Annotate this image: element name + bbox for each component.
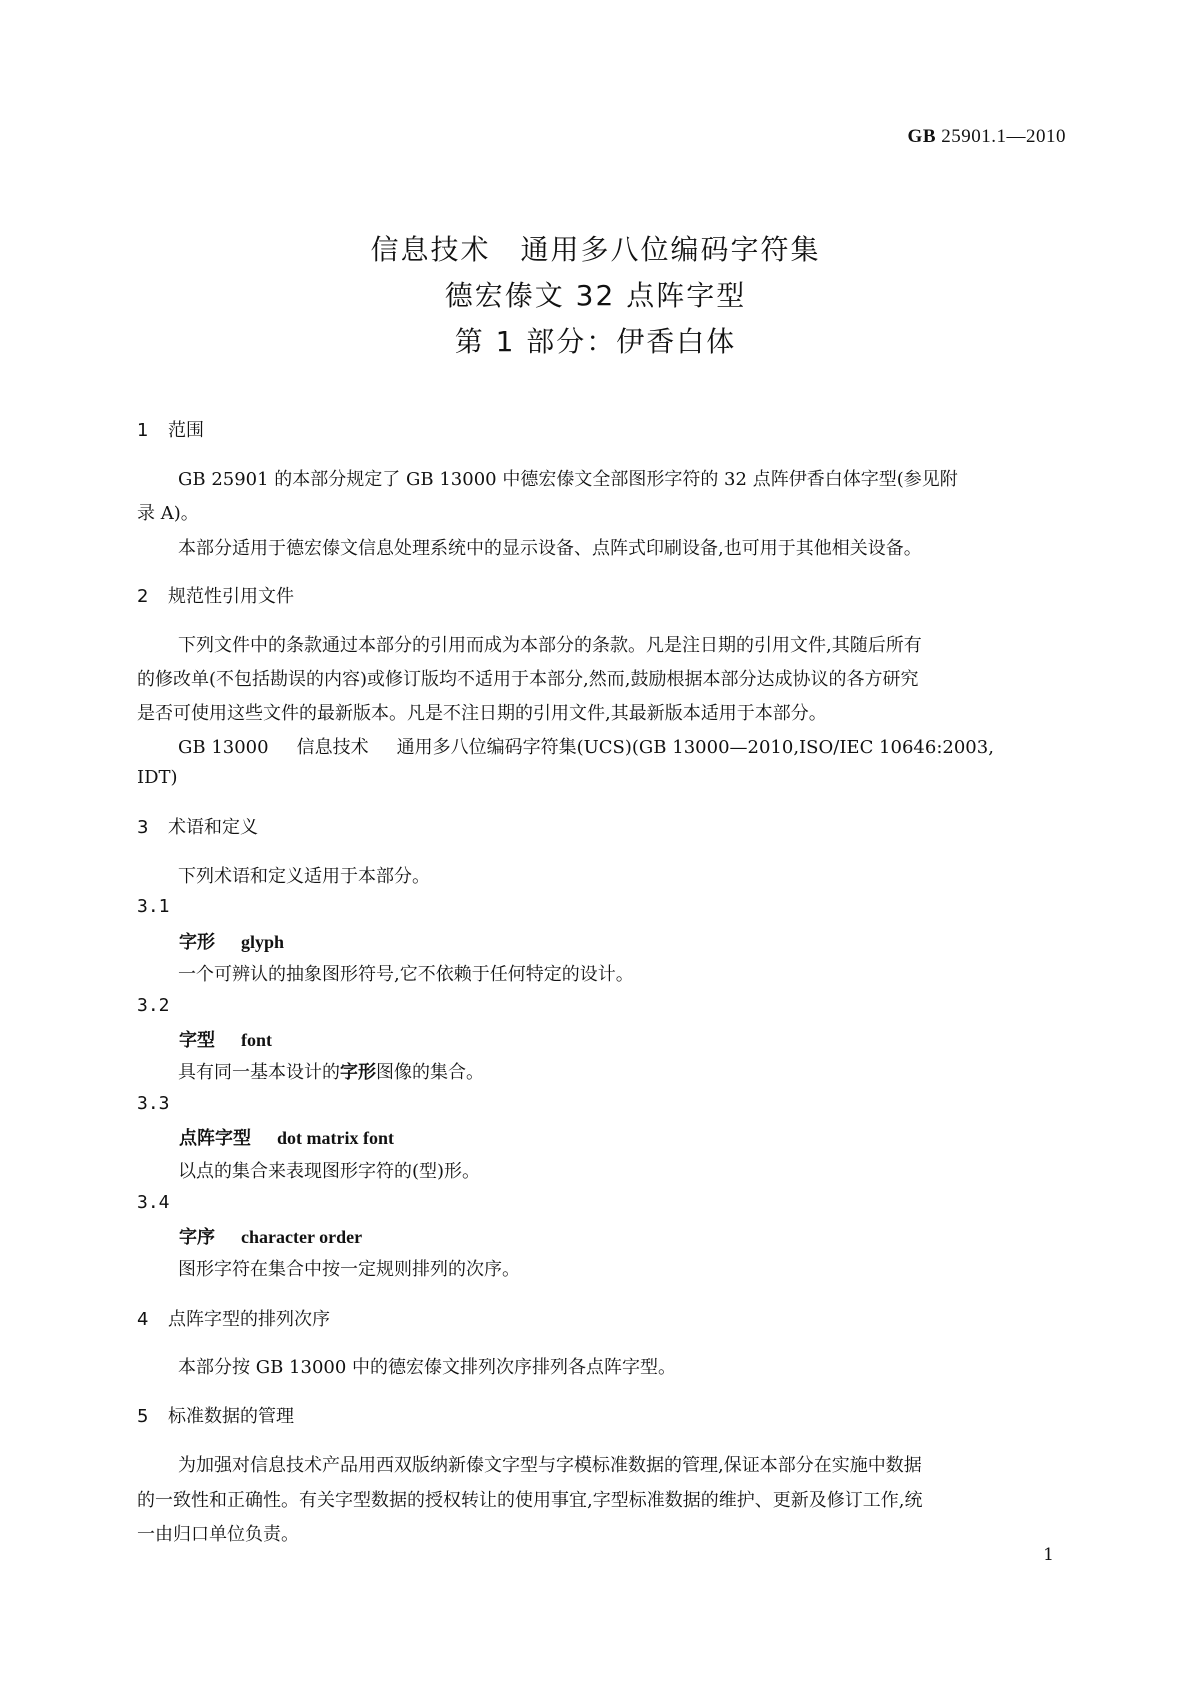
section-number: 3 [137,817,149,838]
standard-code: 25901.1—2010 [941,126,1066,147]
term-en: character order [241,1227,363,1247]
term-number: 3.4 [137,1192,170,1213]
reference-details: 通用多八位编码字符集(UCS)(GB 13000—2010,ISO/IEC 10646:2003, [396,737,994,758]
section-5-heading [137,1402,294,1428]
normative-reference [178,733,994,759]
term-name [179,1223,362,1249]
term-name [179,1124,394,1150]
section-number: 2 [137,586,149,607]
section-3-heading [137,813,258,839]
normative-reference-continuation: IDT) [137,767,178,788]
section-title: 范围 [168,420,204,441]
term-zh: 字形 [179,932,215,953]
section-number: 5 [137,1406,149,1427]
definition-text: 具有同一基本设计的 [178,1062,340,1083]
s5-paragraph-line-2: 的一致性和正确性。有关字型数据的授权转让的使用事宜,字型标准数据的维护、更新及修订工作,统 [137,1490,923,1511]
section-number: 4 [137,1309,149,1330]
term-number: 3.2 [137,995,170,1016]
reference-code: GB 13000 [178,737,269,758]
section-1-heading [137,416,204,442]
term-definition: 一个可辨认的抽象图形符号,它不依赖于任何特定的设计。 [178,964,634,985]
s1-paragraph-2: 本部分适用于德宏傣文信息处理系统中的显示设备、点阵式印刷设备,也可用于其他相关设备。 [178,538,922,559]
section-title: 点阵字型的排列次序 [168,1309,330,1330]
s4-paragraph: 本部分按 GB 13000 中的德宏傣文排列次序排列各点阵字型。 [178,1357,677,1378]
section-number: 1 [137,420,149,441]
term-name [179,1026,272,1052]
term-zh: 字型 [179,1030,215,1051]
s1-paragraph-1-line-2: 录 A)。 [137,503,199,524]
standard-number [908,126,1066,148]
term-definition [178,1058,484,1084]
term-zh: 字序 [179,1227,215,1248]
term-zh: 点阵字型 [179,1128,251,1149]
definition-term-reference: 字形 [340,1062,376,1083]
term-en: dot matrix font [277,1128,394,1148]
section-4-heading [137,1305,330,1331]
term-en: font [241,1030,272,1050]
standard-prefix: GB [907,126,936,147]
section-title: 标准数据的管理 [168,1406,294,1427]
reference-title: 信息技术 [296,737,369,758]
term-en: glyph [241,932,285,952]
s2-paragraph-1-line-1: 下列文件中的条款通过本部分的引用而成为本部分的条款。凡是注日期的引用文件,其随后所有 [178,635,922,656]
s3-intro: 下列术语和定义适用于本部分。 [178,866,430,887]
s5-paragraph-line-3: 一由归口单位负责。 [137,1524,299,1545]
term-definition: 以点的集合来表现图形字符的(型)形。 [178,1161,481,1182]
title-line-1: 信息技术 通用多八位编码字符集 [370,233,821,266]
term-name [179,928,284,954]
section-title: 规范性引用文件 [168,586,294,607]
title-line-2: 德宏傣文 32 点阵字型 [444,279,747,312]
s1-paragraph-1-line-1: GB 25901 的本部分规定了 GB 13000 中德宏傣文全部图形字符的 32 点阵伊香白体字型(参见附 [178,469,958,490]
s5-paragraph-line-1: 为加强对信息技术产品用西双版纳新傣文字型与字模标准数据的管理,保证本部分在实施中数据 [178,1455,922,1476]
term-number: 3.1 [137,896,170,917]
term-definition: 图形字符在集合中按一定规则排列的次序。 [178,1259,520,1280]
term-number: 3.3 [137,1093,170,1114]
section-2-heading [137,582,294,608]
page-number: 1 [1043,1545,1054,1565]
s2-paragraph-1-line-3: 是否可使用这些文件的最新版本。凡是不注日期的引用文件,其最新版本适用于本部分。 [137,703,827,724]
s2-paragraph-1-line-2: 的修改单(不包括勘误的内容)或修订版均不适用于本部分,然而,鼓励根据本部分达成协议的各方研究 [137,669,919,690]
definition-text: 图像的集合。 [376,1062,484,1083]
section-title: 术语和定义 [168,817,258,838]
title-line-3: 第 1 部分：伊香白体 [454,325,737,358]
